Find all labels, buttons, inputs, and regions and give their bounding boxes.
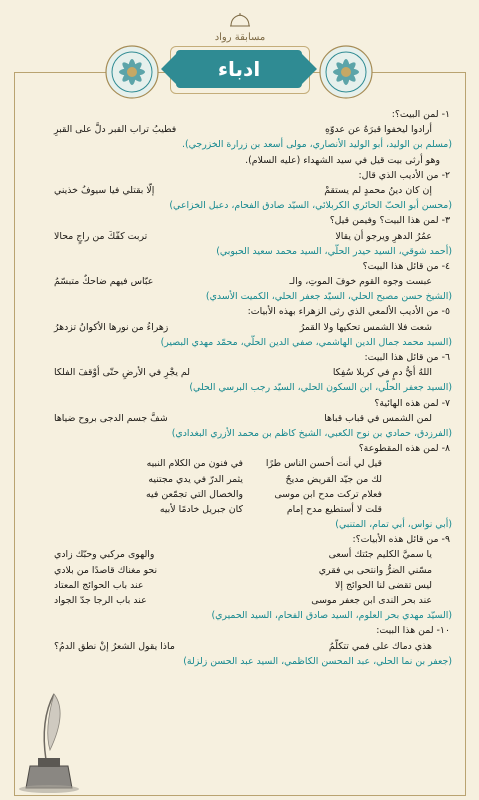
- verse-first-hemistich: مسّني الضرُّ وانتحى بي فقري: [318, 564, 432, 576]
- verse-line: [24, 320, 454, 335]
- dome-icon: [229, 13, 251, 27]
- verse-line: [24, 639, 454, 654]
- inkwell-quill-icon: [10, 690, 88, 794]
- verse-first-hemistich: عمُرُ الدهرِ ويرجو أن يقالا: [335, 230, 432, 242]
- quiz-content: [24, 107, 454, 669]
- verse-second-hemistich: كان جبريل خادمًا لأبيه: [159, 503, 243, 515]
- question-text: ٥- من الأديب الألمعي الذي رثى الزهراء بهذه الأبيات:: [247, 306, 450, 318]
- verse-line: [24, 547, 454, 562]
- verse-second-hemistich: عند باب الحوائج المعتاد: [54, 579, 144, 591]
- answer-choices: (محسن أبو الحبّ الحائري الكربلائي، السيّد صادق الفحام، دعبل الخزاعي): [169, 200, 452, 212]
- verse-line: [24, 487, 454, 502]
- question-text: ٨- لمن هذه المقطوعة؟: [358, 443, 450, 455]
- answer-choices: (السيّد مهدي بحر العلوم، السيد صادق الفحام، السيد الحميري): [211, 610, 452, 622]
- verse-second-hemistich: والخصال التي تجمّعن فيه: [146, 488, 243, 500]
- verse-second-hemistich: لم يجْرِ في الأرضِ حتّى أوْقفَ الفلكا: [54, 367, 191, 379]
- verse-first-hemistich: قلت لا أستطيع مدح إمام: [286, 503, 382, 515]
- verse-second-hemistich: والهوى مركبي وحبّك زادي: [54, 549, 155, 561]
- verse-line: [24, 502, 454, 517]
- verse-line: [24, 472, 454, 487]
- verse-first-hemistich: أرادوا ليخفوا قبرَهُ عن عدوّهِ: [325, 124, 432, 136]
- verse-second-hemistich: نحو مغناك قاصدًا من بلادي: [54, 564, 158, 576]
- verse-first-hemistich: إن كان دينُ محمدٍ لم يستقمْ: [324, 184, 432, 196]
- verse-first-hemistich: فعلام تركت مدح ابن موسى: [274, 488, 382, 500]
- verse-second-hemistich: في فنون من الكلام النبيه: [146, 458, 243, 470]
- question-text: ١- لمن البيت؟:: [391, 109, 450, 120]
- logo-text: مسابقة رواد: [214, 32, 266, 43]
- verse-line: [24, 411, 454, 426]
- verse-first-hemistich: اللهُ أيُّ دمٍ في كربلا سُفِكا: [332, 367, 432, 379]
- page-title: ادباء: [217, 57, 261, 81]
- verse-first-hemistich: لك من جيّد القريض مديحٌ: [285, 473, 382, 485]
- verse-first-hemistich: شعت فلا الشمس تحكيها ولا القمرُ: [299, 321, 432, 333]
- verse-second-hemistich: يثمر الدرّ في يدي مجتنيه: [148, 473, 243, 485]
- rosette-ornament-icon: [100, 40, 164, 104]
- verse-line: [24, 183, 454, 198]
- verse-second-hemistich: إلّا بقتلي فيا سيوفُ خذيني: [54, 184, 155, 196]
- verse-first-hemistich: ليس تقضى لنا الحوائج إلا: [335, 579, 432, 591]
- verse-first-hemistich: هذي دماك على فمي تتكلّمُ: [328, 640, 432, 652]
- answer-choices: (أحمد شوقي، السيد حيدر الحلّي، السيد محمد سعيد الحبوبي): [216, 245, 452, 257]
- logo: [200, 12, 280, 43]
- verse-line: [24, 593, 454, 608]
- question-text: ٢- من الأديب الذي قال:: [358, 169, 450, 181]
- verse-first-hemistich: لمن الشمس في قباب قباها: [324, 412, 432, 424]
- verse-first-hemistich: عبست وجوه القوم خوفَ الموتِ، والـ: [289, 276, 432, 288]
- verse-second-hemistich: عند باب الرجا جدّ الجواد: [54, 595, 147, 606]
- verse-line: [24, 229, 454, 244]
- verse-first-hemistich: يا سميَّ الكليم جئتك أسعى: [328, 549, 432, 561]
- verse-second-hemistich: شفَّ جسم الدجى بروح ضياها: [54, 412, 168, 424]
- question-text: ٣- لمن هذا البيت؟ وفيمن قيل؟: [329, 215, 450, 227]
- verse-line: [24, 456, 454, 471]
- verse-first-hemistich: قيل لي أنت أحسن الناس طرًا: [265, 458, 382, 470]
- verse-line: [24, 122, 454, 137]
- answer-choices: (السيد جعفر الحلّي، ابن السكون الحلي، السيّد رجب البرسي الحلي): [189, 382, 452, 394]
- answer-choices: (مسلم بن الوليد، أبو الوليد الأنصاري، مولى أسعد بن زرارة الخزرجي).: [181, 139, 452, 151]
- verse-line: [24, 578, 454, 593]
- verse-line: [24, 563, 454, 578]
- verse-second-hemistich: فطيبُ تراب القبر دلَّ على القبرِ: [54, 124, 177, 136]
- answer-choices: (الفرزدق، حمادي بن نوح الكعبي، الشيخ كاظم بن محمد الأزري البغدادي): [171, 427, 452, 439]
- question-text: ٦- من قائل هذا البيت:: [364, 352, 450, 363]
- answer-choices: (السيد محمد جمال الدين الهاشمي، صفي الدين الحلّي، محمّد مهدي البصير): [160, 336, 452, 348]
- verse-line: [24, 274, 454, 289]
- note-text: وهو أرثى بيت قيل في سيد الشهداء (عليه السلام).: [245, 154, 440, 166]
- answer-choices: (أبي نواس، أبي تمام، المتنبي): [335, 519, 452, 531]
- rosette-ornament-icon: [314, 40, 378, 104]
- verse-second-hemistich: زهراءُ من نورها الأكوانُ تزدهرُ: [54, 321, 169, 333]
- verse-second-hemistich: تربت كفّكَ من راجٍ محالا: [54, 230, 148, 242]
- verse-line: [24, 365, 454, 380]
- answer-choices: (الشيخ حسن مصبح الحلي، السيّد جعفر الحلي، الكميت الأسدي): [205, 291, 452, 303]
- verse-second-hemistich: عبّاس فيهم ضاحكٌ متبسّمُ: [54, 276, 154, 288]
- question-text: ٤- من قائل هذا البيت؟: [362, 260, 450, 272]
- verse-first-hemistich: عند بحر الندى ابن جعفر موسى: [311, 595, 432, 606]
- answer-choices: (جعفر بن نما الحلي، عبد المحسن الكاظمي، السيد عبد الحسن زلزلة): [183, 655, 452, 667]
- question-text: ٩- من قائل هذه الأبيات؟:: [352, 534, 450, 546]
- title-banner: [176, 50, 302, 88]
- question-text: ١٠- لمن هذا البيت:: [376, 625, 450, 637]
- verse-second-hemistich: ماذا يقول الشعرُ إنْ نطق الدمُ؟: [54, 640, 175, 652]
- question-text: ٧- لمن هذه الهائية؟: [374, 397, 450, 409]
